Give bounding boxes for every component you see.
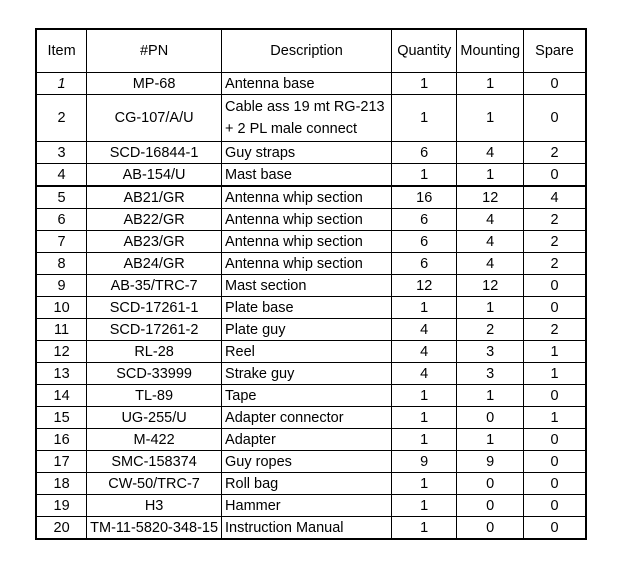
part-number-cell: AB21/GR [87, 186, 222, 209]
table-row [36, 429, 586, 451]
quantity-cell: 6 [392, 231, 457, 253]
description-cell: Cable ass 19 mt RG-213 + 2 PL male connect [222, 95, 392, 142]
table-row [36, 407, 586, 429]
spare-cell: 1 [524, 363, 586, 385]
table-row [36, 297, 586, 319]
parts-table [35, 28, 587, 540]
mounting-cell: 9 [457, 451, 524, 473]
quantity-cell: 1 [392, 429, 457, 451]
mounting-cell: 4 [457, 231, 524, 253]
description-cell: Strake guy [222, 363, 392, 385]
mounting-cell: 0 [457, 495, 524, 517]
quantity-cell: 9 [392, 451, 457, 473]
table-row [36, 517, 586, 540]
description-cell: Antenna whip section [222, 186, 392, 209]
description-cell: Mast base [222, 164, 392, 187]
part-number-cell: SCD-16844-1 [87, 142, 222, 164]
description-cell: Tape [222, 385, 392, 407]
description-cell: Adapter [222, 429, 392, 451]
mounting-cell: 1 [457, 164, 524, 187]
table-row [36, 341, 586, 363]
part-number-cell: M-422 [87, 429, 222, 451]
mounting-cell: 1 [457, 297, 524, 319]
mounting-cell: 0 [457, 517, 524, 540]
table-row [36, 319, 586, 341]
spare-cell: 1 [524, 407, 586, 429]
item-cell: 19 [36, 495, 87, 517]
mounting-cell: 3 [457, 341, 524, 363]
part-number-cell: SCD-33999 [87, 363, 222, 385]
table-row [36, 253, 586, 275]
part-number-cell: AB-35/TRC-7 [87, 275, 222, 297]
spare-cell: 0 [524, 164, 586, 187]
part-number-cell: MP-68 [87, 73, 222, 95]
part-number-cell: SCD-17261-1 [87, 297, 222, 319]
part-number-cell: TL-89 [87, 385, 222, 407]
description-cell: Hammer [222, 495, 392, 517]
part-number-cell: CG-107/A/U [87, 95, 222, 142]
item-cell: 14 [36, 385, 87, 407]
item-cell: 13 [36, 363, 87, 385]
quantity-cell: 4 [392, 341, 457, 363]
mounting-cell: 1 [457, 385, 524, 407]
spare-cell: 2 [524, 209, 586, 231]
spare-cell: 1 [524, 341, 586, 363]
item-cell: 5 [36, 186, 87, 209]
header-spare: Spare [524, 29, 586, 73]
description-cell: Guy ropes [222, 451, 392, 473]
quantity-cell: 1 [392, 385, 457, 407]
mounting-cell: 12 [457, 275, 524, 297]
description-cell: Antenna base [222, 73, 392, 95]
table-row [36, 73, 586, 95]
mounting-cell: 3 [457, 363, 524, 385]
description-cell: Antenna whip section [222, 253, 392, 275]
spare-cell: 0 [524, 297, 586, 319]
quantity-cell: 6 [392, 142, 457, 164]
part-number-cell: SCD-17261-2 [87, 319, 222, 341]
table-row [36, 209, 586, 231]
spare-cell: 2 [524, 319, 586, 341]
header-description: Description [222, 29, 392, 73]
table-row [36, 495, 586, 517]
header-item: Item [36, 29, 87, 73]
item-cell: 9 [36, 275, 87, 297]
description-cell: Plate guy [222, 319, 392, 341]
item-cell: 4 [36, 164, 87, 187]
item-cell: 6 [36, 209, 87, 231]
quantity-cell: 1 [392, 495, 457, 517]
spare-cell: 0 [524, 429, 586, 451]
description-cell: Antenna whip section [222, 231, 392, 253]
quantity-cell: 16 [392, 186, 457, 209]
mounting-cell: 2 [457, 319, 524, 341]
description-cell: Instruction Manual [222, 517, 392, 540]
item-cell: 11 [36, 319, 87, 341]
item-cell: 17 [36, 451, 87, 473]
quantity-cell: 6 [392, 209, 457, 231]
item-cell: 16 [36, 429, 87, 451]
part-number-cell: AB24/GR [87, 253, 222, 275]
item-cell: 1 [36, 73, 87, 95]
spare-cell: 0 [524, 473, 586, 495]
mounting-cell: 1 [457, 95, 524, 142]
mounting-cell: 1 [457, 73, 524, 95]
quantity-cell: 4 [392, 319, 457, 341]
quantity-cell: 1 [392, 95, 457, 142]
part-number-cell: H3 [87, 495, 222, 517]
header-quantity: Quantity [392, 29, 457, 73]
mounting-cell: 4 [457, 142, 524, 164]
table-row [36, 231, 586, 253]
mounting-cell: 4 [457, 209, 524, 231]
quantity-cell: 1 [392, 164, 457, 187]
table-row [36, 186, 586, 209]
part-number-cell: AB-154/U [87, 164, 222, 187]
quantity-cell: 12 [392, 275, 457, 297]
spare-cell: 0 [524, 517, 586, 540]
part-number-cell: AB22/GR [87, 209, 222, 231]
spare-cell: 4 [524, 186, 586, 209]
header-mounting: Mounting [457, 29, 524, 73]
table-row [36, 164, 586, 187]
mounting-cell: 0 [457, 473, 524, 495]
spare-cell: 0 [524, 95, 586, 142]
quantity-cell: 1 [392, 473, 457, 495]
item-cell: 12 [36, 341, 87, 363]
table-row [36, 142, 586, 164]
mounting-cell: 4 [457, 253, 524, 275]
header-row [36, 29, 586, 73]
item-cell: 15 [36, 407, 87, 429]
item-cell: 8 [36, 253, 87, 275]
item-cell: 10 [36, 297, 87, 319]
header-pn: #PN [87, 29, 222, 73]
spare-cell: 0 [524, 451, 586, 473]
table-row [36, 473, 586, 495]
description-cell: Reel [222, 341, 392, 363]
part-number-cell: CW-50/TRC-7 [87, 473, 222, 495]
table-row [36, 95, 586, 142]
description-cell: Antenna whip section [222, 209, 392, 231]
table-row [36, 451, 586, 473]
spare-cell: 2 [524, 253, 586, 275]
item-cell: 7 [36, 231, 87, 253]
description-cell: Plate base [222, 297, 392, 319]
item-cell: 20 [36, 517, 87, 540]
quantity-cell: 1 [392, 517, 457, 540]
part-number-cell: SMC-158374 [87, 451, 222, 473]
quantity-cell: 1 [392, 407, 457, 429]
spare-cell: 0 [524, 73, 586, 95]
table-row [36, 363, 586, 385]
description-cell: Mast section [222, 275, 392, 297]
quantity-cell: 1 [392, 297, 457, 319]
quantity-cell: 4 [392, 363, 457, 385]
part-number-cell: RL-28 [87, 341, 222, 363]
item-cell: 3 [36, 142, 87, 164]
mounting-cell: 12 [457, 186, 524, 209]
table-row [36, 275, 586, 297]
spare-cell: 0 [524, 495, 586, 517]
spare-cell: 0 [524, 385, 586, 407]
item-cell: 18 [36, 473, 87, 495]
spare-cell: 0 [524, 275, 586, 297]
description-cell: Guy straps [222, 142, 392, 164]
spare-cell: 2 [524, 142, 586, 164]
table-row [36, 385, 586, 407]
spare-cell: 2 [524, 231, 586, 253]
quantity-cell: 1 [392, 73, 457, 95]
description-cell: Roll bag [222, 473, 392, 495]
description-cell: Adapter connector [222, 407, 392, 429]
part-number-cell: TM-11-5820-348-15 [87, 517, 222, 540]
part-number-cell: AB23/GR [87, 231, 222, 253]
mounting-cell: 0 [457, 407, 524, 429]
item-cell: 2 [36, 95, 87, 142]
mounting-cell: 1 [457, 429, 524, 451]
quantity-cell: 6 [392, 253, 457, 275]
part-number-cell: UG-255/U [87, 407, 222, 429]
